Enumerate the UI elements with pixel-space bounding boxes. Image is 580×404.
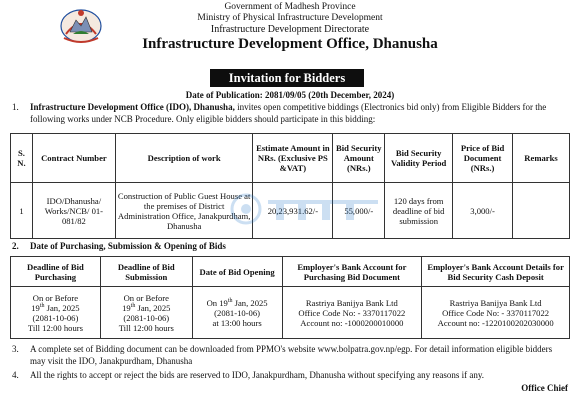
col-employer-bank: Employer's Bank Account for Purchasing Bid Document (282, 257, 422, 287)
col-estimate: Estimate Amount in NRs. (Exclusive PS &VAT) (253, 134, 333, 183)
day: 19 (31, 302, 40, 313)
ordinal: th (227, 297, 233, 304)
col-sn: S. N. (11, 134, 33, 183)
text-line (103, 303, 190, 313)
text-line: Office Code No: - 3370117022 (442, 307, 550, 318)
cell-remarks (513, 183, 570, 239)
section-2-title: Date of Purchasing, Submission & Opening of Bids (30, 241, 226, 251)
cell-submission-deadline (100, 287, 192, 339)
text-line: On or Before (123, 292, 169, 303)
text-line: Account no: -1000200010000 (300, 317, 404, 328)
cell-purchase-deadline (11, 287, 101, 339)
cell-bid-security: 55,000/- (333, 183, 385, 239)
item-number: 4. (12, 370, 19, 380)
cell-security-bank (422, 287, 570, 339)
directorate-name: Infrastructure Development Directorate (210, 23, 370, 35)
cell-employer-bank (282, 287, 422, 339)
text-line: Till 12:00 hours (27, 322, 83, 333)
col-opening-date: Date of Bid Opening (192, 257, 282, 287)
cell-contract-number: IDO/Dhanusha/ Works/NCB/ 01-081/82 (32, 183, 115, 239)
text-line: On or Before (32, 292, 79, 303)
day: On 19 (206, 297, 228, 308)
office-name: Infrastructure Development Office, Dhanusha (142, 36, 438, 53)
paragraph-1 (12, 102, 568, 125)
text-line (13, 303, 98, 313)
publication-date: Date of Publication: 2081/09/05 (20th December, 2024) (185, 90, 395, 100)
col-submission-deadline: Deadline of Bid Submission (100, 257, 192, 287)
note-4-text: All the rights to accept or reject the bids are reserved to IDO, Janakpurdham, Dhanusha without specifying any reasons if any. (30, 370, 485, 380)
item-number: 2. (12, 241, 19, 251)
note-3 (12, 344, 568, 367)
col-remarks: Remarks (513, 134, 570, 183)
col-contract-number: Contract Number (32, 134, 115, 183)
paragraph-1-lead: Infrastructure Development Office (IDO), Dhanusha, (30, 102, 235, 112)
table-row (11, 287, 570, 339)
cell-validity: 120 days from deadline of bid submission (385, 183, 453, 239)
text-line (195, 298, 280, 308)
month-year: Jan, 2025 (232, 297, 268, 308)
col-bid-security: Bid Security Amount (NRs.) (333, 134, 385, 183)
signature-office-chief: Office Chief (521, 383, 568, 393)
notice-title: Invitation for Bidders (210, 69, 364, 87)
month-year: Jan, 2025 (135, 302, 171, 313)
letterhead (0, 2, 580, 54)
cell-estimate: 20,23,931.62/- (253, 183, 333, 239)
cell-price: 3,000/- (453, 183, 513, 239)
col-description: Description of work (115, 134, 253, 183)
section-2-heading (12, 241, 226, 251)
text-line: Rastriya Banijya Bank Ltd (305, 297, 398, 308)
item-number: 3. (12, 344, 19, 354)
ordinal: th (130, 302, 136, 309)
paragraph-1-text: invites open competitive biddings (Electronics bid only) from Eligible Bidders for the following works under NCB Procedure. Only eligible bidders should participate in this bidding: (30, 102, 547, 124)
month-year: Jan, 2025 (44, 302, 80, 313)
text-line: (2081-10-06) (32, 312, 79, 323)
col-price: Price of Bid Document (NRs.) (453, 134, 513, 183)
note-4 (12, 370, 568, 382)
col-validity: Bid Security Validity Period (385, 134, 453, 183)
ministry-name: Ministry of Physical Infrastructure Development (197, 12, 383, 23)
cell-sn: 1 (11, 183, 33, 239)
text-line: Rastriya Banijya Bank Ltd (449, 297, 542, 308)
note-3-text: A complete set of Bidding document can be downloaded from PPMO's website www.bolpatra.gov.np/egp. For detail information eligible bidders may visit the IDO, Janakpurdham, Dhanusha (30, 344, 553, 366)
text-line: Office Code No: - 3370117022 (298, 307, 406, 318)
schedule-table (10, 256, 570, 339)
text-line: (2081-10-06) (123, 312, 170, 323)
cell-description: Construction of Public Guest House at the premises of District Administration Office, Janakpurdham, Dhanusha (115, 183, 253, 239)
table-header-row (11, 257, 570, 287)
item-number: 1. (12, 102, 19, 112)
table-header-row (11, 134, 570, 183)
watermark-logo-icon (226, 188, 386, 230)
text-line: Till 12:00 hours (118, 322, 174, 333)
cell-opening-date (192, 287, 282, 339)
col-purchase-deadline: Deadline of Bid Purchasing (11, 257, 101, 287)
government-name: Government of Madhesh Province (224, 2, 356, 12)
ordinal: th (39, 302, 45, 309)
text-line: at 13:00 hours (212, 317, 262, 328)
day: 19 (122, 302, 131, 313)
text-line: (2081-10-06) (214, 307, 260, 318)
col-security-bank: Employer's Bank Account Details for Bid Security Cash Deposit (422, 257, 570, 287)
text-line: Account no: -1220100202030000 (437, 317, 554, 328)
